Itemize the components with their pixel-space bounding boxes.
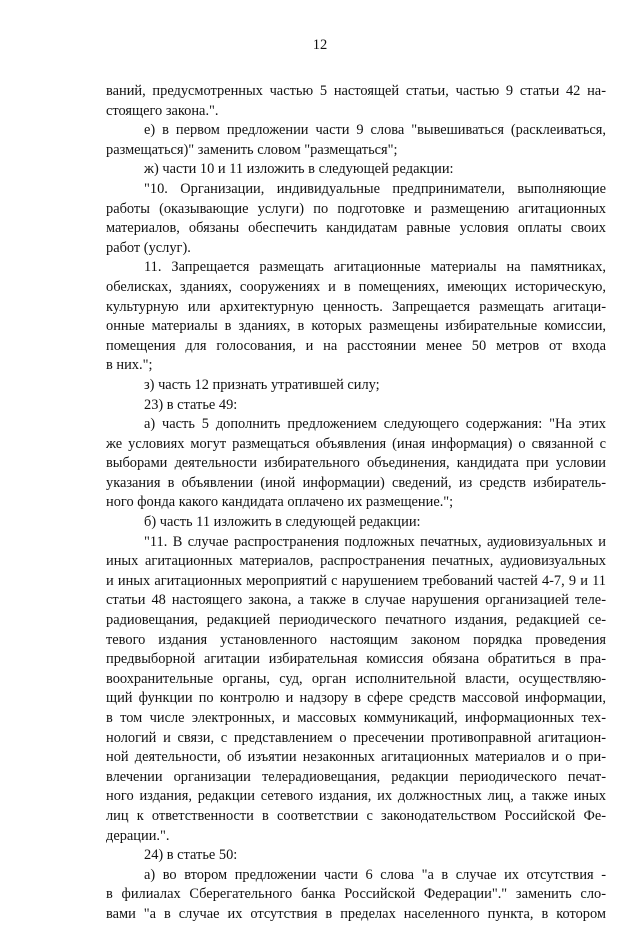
text-line: стоящего закона.". (106, 102, 219, 119)
text-line: "10. Организации, индивидуальные предприниматели, выполняющие (144, 180, 606, 197)
text-line: лиц к ответственности в соответствии с законодательством Российской Фе- (106, 807, 606, 824)
text-line: и иных агитационных мероприятий с нарушением требований частей 4-7, 9 и 11 (106, 572, 606, 589)
text-line: радиовещания, редакцией периодического печатного издания, редакцией се- (106, 612, 606, 629)
text-line: щий функции по контролю и надзору в сфере средств массовой информации, (106, 690, 606, 707)
text-line: в том числе электронных, и массовых коммуникаций, информационных тех- (106, 710, 606, 726)
text-line: онные материалы в зданиях, в которых размещены избирательные комиссии, (106, 318, 606, 335)
text-line: ного издания, редакции сетевого издания, их должностных лиц, а также иных (106, 788, 606, 805)
text-line: 11. Запрещается размещать агитационные материалы на памятниках, (144, 259, 606, 276)
text-line: дерации.". (106, 827, 170, 844)
text-line: в них."; (106, 357, 153, 374)
text-line: помещения для голосования, и на расстоянии менее 50 метров от входа (106, 337, 606, 354)
text-line: "11. В случае распространения подложных печатных, аудиовизуальных и (144, 533, 606, 550)
text-line: обелисках, зданиях, сооружениях и в помещениях, имеющих историческую, (106, 278, 606, 295)
text-line: иных агитационных материалов, распространения печатных, аудиовизуальных (106, 553, 606, 570)
text-line: воохранительные органы, суд, орган исполнительной власти, осуществляю- (106, 670, 606, 687)
text-line: е) в первом предложении части 9 слова "вывешиваться (расклеиваться, (144, 122, 606, 139)
text-line: а) во втором предложении части 6 слова "а в случае их отсутствия - (144, 866, 606, 883)
text-line: ж) части 10 и 11 изложить в следующей редакции: (144, 161, 454, 178)
page-number: 12 (312, 37, 328, 53)
text-line: размещаться)" заменить словом "размещаться"; (106, 141, 398, 158)
text-line: ной деятельности, об изъятии незаконных агитационных материалов и о при- (106, 749, 606, 766)
text-line: культурную или архитектурную ценность. Запрещается размещать агитаци- (106, 298, 606, 315)
text-line: вами "а в случае их отсутствия в пределах населенного пункта, в котором (106, 905, 606, 922)
text-line: 23) в статье 49: (144, 396, 238, 413)
text-line: предвыборной агитации избирательная комиссия обязана обратиться в пра- (106, 651, 606, 668)
text-line: в филиалах Сберегательного банка Российской Федерации"." заменить сло- (106, 886, 606, 903)
text-line: тевого издания установленного настоящим законом порядка проведения (106, 631, 606, 648)
text-line: з) часть 12 признать утратившей силу; (144, 376, 380, 393)
text-line: выборами деятельности избирательного объединения, кандидата при условии (106, 455, 606, 472)
text-line: а) часть 5 дополнить предложением следующего содержания: "На этих (144, 416, 606, 433)
text-line: работы (оказывающие услуги) по подготовке и размещению агитационных (106, 200, 606, 217)
text-line: статьи 48 настоящего закона, а также в случае нарушения организацией теле- (106, 592, 606, 609)
text-line: же условиях могут размещаться объявления (иная информация) о связанной с (106, 435, 606, 452)
text-line: ваний, предусмотренных частью 5 настоящей статьи, частью 9 статьи 42 на- (106, 83, 606, 99)
text-line: 24) в статье 50: (144, 847, 238, 864)
text-line: влечении организации телерадиовещания, редакции периодического печат- (106, 768, 606, 785)
text-line: ного фонда какого кандидата оплачено их размещение."; (106, 494, 454, 511)
text-line: указания в объявлении (иной информации) сведений, из средств избиратель- (106, 474, 606, 491)
document-body (106, 82, 606, 925)
text-line: б) часть 11 изложить в следующей редакции: (144, 514, 421, 531)
text-line: нологий и связи, с представлением о пресечении противоправной агитацион- (106, 729, 606, 746)
text-line: материалов, обязаны обеспечить кандидатам равные условия оплаты своих (106, 220, 606, 237)
text-line: работ (услуг). (106, 239, 191, 256)
